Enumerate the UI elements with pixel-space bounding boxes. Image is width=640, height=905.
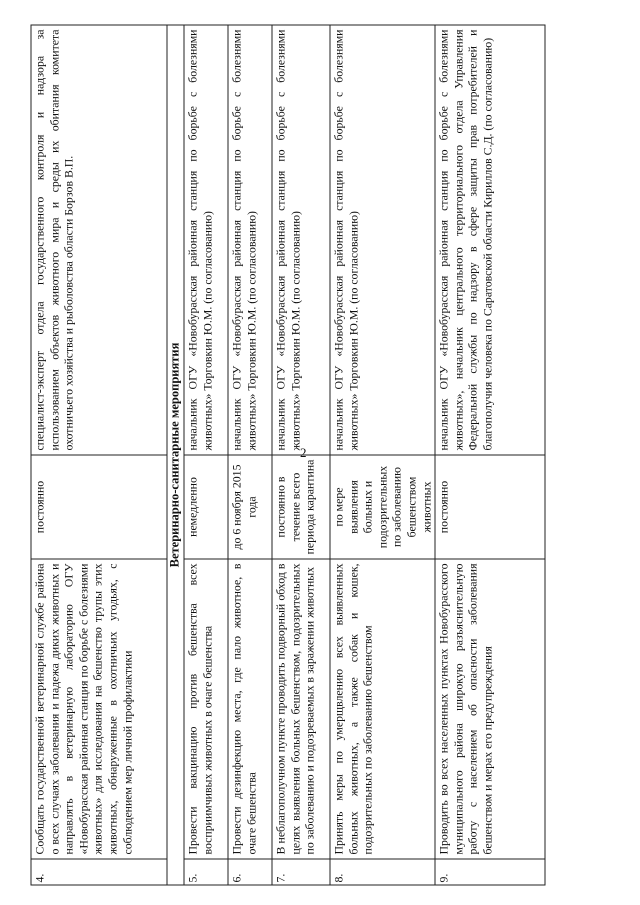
term-cell: постоянно: [435, 455, 545, 559]
rotated-table-container: [31, 26, 546, 886]
row-number: 8.: [330, 859, 435, 885]
page-number: 2: [300, 445, 307, 460]
measure-cell: Сообщать государственной ветеринарной службе района о всех случаях заболевания и падежа диких животных и направлять в ветеринарную лабораторию ОГУ «Новобурасская районная станция по борьбе с болезнями животных» для исследования на бешенство трупы этих животных, обнаруженные в охотничьих угодьях, с соблюдением мер личной профилактики: [31, 559, 167, 859]
responsible-cell: начальник ОГУ «Новобурасская районная станция по борьбе с болезнями животных» Торговкин Ю.М. (по согласованию): [184, 25, 228, 455]
section-title: Ветеринарно-санитарные мероприятия: [167, 25, 184, 885]
responsible-cell: начальник ОГУ «Новобурасская районная станция по борьбе с болезнями животных», начальник центрального территориального отдела Управления Федеральной службы по надзору в сфере защиты прав потребителей и благополучия человека по Саратовской области Кириллов С.Д. (по согласованию): [435, 25, 545, 455]
term-cell: постоянно: [31, 455, 167, 559]
measures-table: [31, 25, 546, 886]
row-number: 7.: [272, 859, 330, 885]
term-cell: постоянно в течение всего периода карантина: [272, 455, 330, 559]
measure-cell: Проводить во всех населенных пунктах Новобурасского муниципального района широкую разъяснительную работу с населением об опасности заболевания бешенством и мерах его предупреждения: [435, 559, 545, 859]
measure-cell: Принять меры по умерщвлению всех выявленных больных животных, а также собак и кошек, подозрительных по заболеванию бешенством: [330, 559, 435, 859]
table-row: [184, 25, 228, 885]
responsible-cell: начальник ОГУ «Новобурасская районная станция по борьбе с болезнями животных» Торговкин Ю.М. (по согласованию): [272, 25, 330, 455]
section-row: [167, 25, 184, 885]
measure-cell: В неблагополучном пункте проводить подворный обход в целях выявления больных бешенством, подозрительных по заболеванию и подозреваемых в заражении животных: [272, 559, 330, 859]
term-cell: до 6 ноября 2015 года: [228, 455, 272, 559]
responsible-cell: начальник ОГУ «Новобурасская районная станция по борьбе с болезнями животных» Торговкин Ю.М. (по согласованию): [228, 25, 272, 455]
term-cell: по мере выявления больных и подозрительных по заболеванию бешенством животных: [330, 455, 435, 559]
responsible-cell: специалист-эксперт отдела государственного контроля и надзора за использованием объектов животного мира и среды их обитания комитета охотничьего хозяйства и рыболовства области Борзов В.П.: [31, 25, 167, 455]
term-cell: немедленно: [184, 455, 228, 559]
row-number: 6.: [228, 859, 272, 885]
measure-cell: Провести дезинфекцию места, где пало животное, в очаге бешенства: [228, 559, 272, 859]
row-number: 5.: [184, 859, 228, 885]
table-row: [31, 25, 167, 885]
table-row: [272, 25, 330, 885]
table-row: [228, 25, 272, 885]
responsible-cell: начальник ОГУ «Новобурасская районная станция по борьбе с болезнями животных» Торговкин Ю.М. (по согласованию): [330, 25, 435, 455]
row-number: 9.: [435, 859, 545, 885]
table-row: [330, 25, 435, 885]
measure-cell: Провести вакцинацию против бешенства всех восприимчивых животных в очаге бешенства: [184, 559, 228, 859]
table-row: [435, 25, 545, 885]
row-number: 4.: [31, 859, 167, 885]
